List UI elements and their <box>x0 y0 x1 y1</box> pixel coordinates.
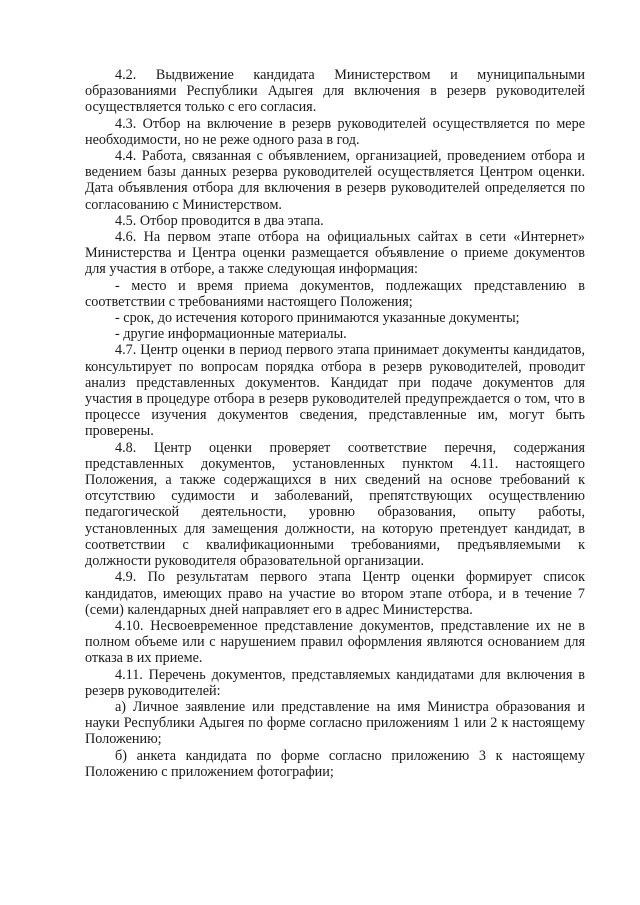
paragraph-4-11: 4.11. Перечень документов, представляемых кандидатами для включения в резерв руководителей: <box>85 666 585 699</box>
paragraph-4-3: 4.3. Отбор на включение в резерв руководителей осуществляется по мере необходимости, но не реже одного раза в год. <box>85 115 585 148</box>
paragraph-4-6: 4.6. На первом этапе отбора на официальных сайтах в сети «Интернет» Министерства и Центра оценки размещается объявление о приеме документов для участия в отборе, а также следующая информация: <box>85 229 585 278</box>
list-item-place-time: - место и время приема документов, подлежащих представлению в соответствии с требованиями настоящего Положения; <box>85 277 585 310</box>
paragraph-4-4: 4.4. Работа, связанная с объявлением, организацией, проведением отбора и ведением базы данных резерва руководителей осуществляется Центром оценки. Дата объявления отбора для включения в резерв руководителей определяется по согласованию с Министерством. <box>85 148 585 213</box>
list-item-b: б) анкета кандидата по форме согласно приложению 3 к настоящему Положению с приложением фотографии; <box>85 747 585 780</box>
paragraph-4-9: 4.9. По результатам первого этапа Центр оценки формирует список кандидатов, имеющих право на участие во втором этапе отбора, и в течение 7 (семи) календарных дней направляет его в адрес Министерства. <box>85 569 585 618</box>
list-item-other-materials: - другие информационные материалы. <box>115 326 347 343</box>
paragraph-4-8: 4.8. Центр оценки проверяет соответствие перечня, содержания представленных документов, установленных пунктом 4.11. настоящего Положения, а также содержащихся в них сведений на основе требований к отсутствию судимости и заболеваний, препятствующих осуществлению педагогической деятельности, уровню образования, опыту работы, установленных для замещения должности, на которую претендует кандидат, в соответствии с квалификационными требованиями, предъявляемыми к должности руководителя образовательной организации. <box>85 439 585 570</box>
paragraph-4-2: 4.2. Выдвижение кандидата Министерством и муниципальными образованиями Республики Адыгея для включения в резерв руководителей осуществляется только с его согласия. <box>85 67 585 116</box>
paragraph-4-7: 4.7. Центр оценки в период первого этапа принимает документы кандидатов, консультирует по вопросам порядка отбора в резерв руководителей, проводит анализ представленных документов. Кандидат при подаче документов для участия в процедуре отбора в резерв руководителей предупреждается о том, что в процессе изучения документов сведения, представленные им, могут быть проверены. <box>85 342 585 440</box>
list-item-a: а) Личное заявление или представление на имя Министра образования и науки Республики Адыгея по форме согласно приложениям 1 или 2 к настоящему Положению; <box>85 698 585 748</box>
list-item-deadline: - срок, до истечения которого принимаются указанные документы; <box>115 310 520 327</box>
paragraph-4-10: 4.10. Несвоевременное представление документов, представление их не в полном объеме или с нарушением правил оформления являются основанием для отказа в их приеме. <box>85 617 585 667</box>
paragraph-4-5: 4.5. Отбор проводится в два этапа. <box>115 212 324 229</box>
